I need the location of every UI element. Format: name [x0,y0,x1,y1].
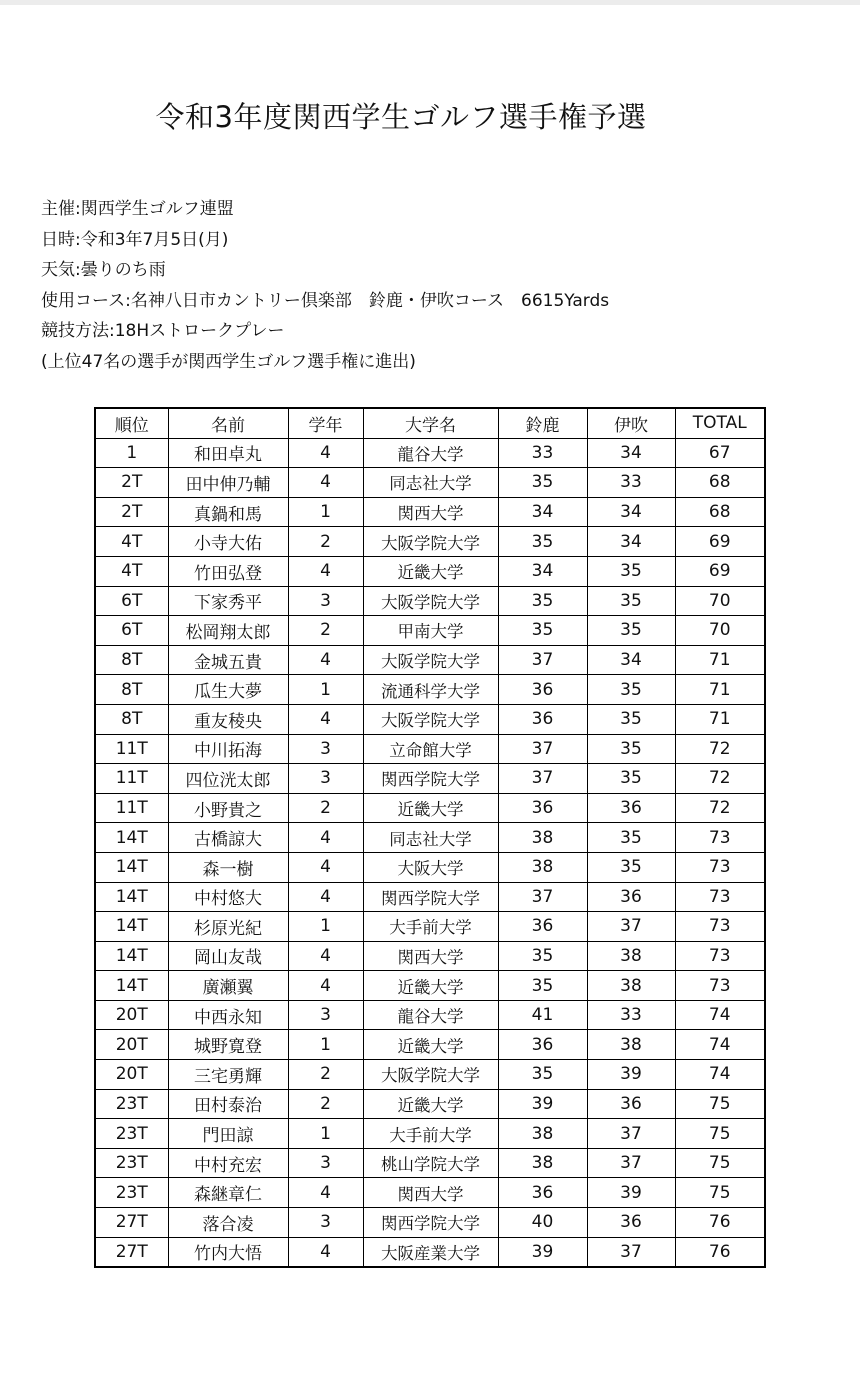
cell-total-score: 67 [675,438,765,468]
cell-total-score: 75 [675,1178,765,1208]
cell-suzuka-score: 36 [498,793,587,823]
cell-suzuka-score: 37 [498,645,587,675]
cell-grade: 2 [288,793,363,823]
cell-total-score: 68 [675,497,765,527]
cell-university: 近畿大学 [363,971,498,1001]
cell-total-score: 74 [675,1030,765,1060]
cell-ibuki-score: 36 [587,1208,675,1238]
cell-university: 甲南大学 [363,616,498,646]
table-row [95,704,765,734]
cell-grade: 1 [288,497,363,527]
cell-suzuka-score: 40 [498,1208,587,1238]
cell-total-score: 71 [675,675,765,705]
info-organizer: 主催:関西学生ゴルフ連盟 [41,199,234,219]
cell-grade: 4 [288,438,363,468]
cell-total-score: 73 [675,971,765,1001]
table-row [95,1148,765,1178]
cell-rank: 11T [95,793,168,823]
cell-ibuki-score: 35 [587,586,675,616]
cell-ibuki-score: 36 [587,793,675,823]
cell-university: 関西学院大学 [363,1208,498,1238]
cell-university: 大阪産業大学 [363,1237,498,1267]
cell-university: 大阪学院大学 [363,645,498,675]
cell-rank: 2T [95,468,168,498]
cell-suzuka-score: 39 [498,1089,587,1119]
cell-ibuki-score: 34 [587,438,675,468]
table-row [95,468,765,498]
cell-grade: 2 [288,616,363,646]
cell-name: 小野貴之 [168,793,288,823]
cell-university: 同志社大学 [363,468,498,498]
cell-name: 竹田弘登 [168,556,288,586]
cell-total-score: 72 [675,793,765,823]
table-row [95,941,765,971]
cell-ibuki-score: 34 [587,527,675,557]
cell-university: 龍谷大学 [363,438,498,468]
cell-ibuki-score: 35 [587,675,675,705]
table-row [95,1060,765,1090]
cell-suzuka-score: 39 [498,1237,587,1267]
table-row [95,793,765,823]
cell-suzuka-score: 34 [498,556,587,586]
cell-grade: 3 [288,1208,363,1238]
cell-rank: 14T [95,941,168,971]
cell-name: 和田卓丸 [168,438,288,468]
cell-grade: 2 [288,527,363,557]
cell-university: 同志社大学 [363,823,498,853]
cell-name: 重友稜央 [168,704,288,734]
cell-grade: 4 [288,882,363,912]
cell-name: 金城五貴 [168,645,288,675]
cell-grade: 1 [288,675,363,705]
cell-grade: 4 [288,1237,363,1267]
table-row [95,1119,765,1149]
cell-name: 田村泰治 [168,1089,288,1119]
cell-suzuka-score: 38 [498,1148,587,1178]
cell-rank: 1 [95,438,168,468]
table-row [95,1208,765,1238]
cell-ibuki-score: 38 [587,1030,675,1060]
cell-grade: 3 [288,734,363,764]
table-row [95,527,765,557]
cell-suzuka-score: 38 [498,823,587,853]
cell-rank: 4T [95,556,168,586]
cell-total-score: 70 [675,616,765,646]
cell-suzuka-score: 36 [498,704,587,734]
cell-grade: 2 [288,1089,363,1119]
table-row [95,1237,765,1267]
results-table [94,407,766,1268]
cell-rank: 23T [95,1119,168,1149]
cell-ibuki-score: 35 [587,734,675,764]
cell-rank: 14T [95,912,168,942]
header-rank: 順位 [95,408,168,438]
cell-rank: 14T [95,823,168,853]
cell-rank: 8T [95,645,168,675]
table-header-row [95,408,765,438]
table-row [95,823,765,853]
cell-total-score: 75 [675,1119,765,1149]
cell-suzuka-score: 36 [498,912,587,942]
cell-suzuka-score: 37 [498,764,587,794]
cell-name: 真鍋和馬 [168,497,288,527]
table-row [95,675,765,705]
cell-university: 桃山学院大学 [363,1148,498,1178]
cell-rank: 27T [95,1237,168,1267]
cell-name: 小寺大佑 [168,527,288,557]
cell-name: 森継章仁 [168,1178,288,1208]
cell-suzuka-score: 37 [498,882,587,912]
cell-total-score: 72 [675,734,765,764]
cell-university: 龍谷大学 [363,1000,498,1030]
cell-name: 四位洸太郎 [168,764,288,794]
cell-ibuki-score: 34 [587,497,675,527]
cell-university: 立命館大学 [363,734,498,764]
cell-rank: 11T [95,734,168,764]
cell-total-score: 73 [675,823,765,853]
cell-university: 近畿大学 [363,556,498,586]
header-ibuki: 伊吹 [587,408,675,438]
cell-university: 大阪学院大学 [363,586,498,616]
cell-ibuki-score: 35 [587,852,675,882]
cell-grade: 4 [288,823,363,853]
cell-rank: 14T [95,971,168,1001]
cell-suzuka-score: 34 [498,497,587,527]
info-weather: 天気:曇りのち雨 [41,260,166,280]
cell-total-score: 73 [675,882,765,912]
cell-name: 竹内大悟 [168,1237,288,1267]
cell-ibuki-score: 37 [587,1119,675,1149]
cell-name: 廣瀬翼 [168,971,288,1001]
cell-grade: 3 [288,1000,363,1030]
cell-total-score: 73 [675,912,765,942]
cell-university: 関西学院大学 [363,882,498,912]
info-date: 日時:令和3年7月5日(月) [41,229,229,250]
cell-rank: 23T [95,1148,168,1178]
cell-suzuka-score: 33 [498,438,587,468]
cell-rank: 11T [95,764,168,794]
table-row [95,1000,765,1030]
cell-suzuka-score: 35 [498,586,587,616]
cell-suzuka-score: 36 [498,675,587,705]
cell-grade: 1 [288,1030,363,1060]
event-info [41,194,609,377]
cell-grade: 1 [288,912,363,942]
table-row [95,734,765,764]
cell-suzuka-score: 41 [498,1000,587,1030]
cell-name: 落合凌 [168,1208,288,1238]
cell-total-score: 76 [675,1208,765,1238]
cell-ibuki-score: 37 [587,1148,675,1178]
cell-rank: 14T [95,882,168,912]
cell-suzuka-score: 38 [498,1119,587,1149]
table-row [95,616,765,646]
info-format: 競技方法:18Hストロークプレー [41,321,285,341]
cell-grade: 4 [288,556,363,586]
top-edge-strip [0,0,860,5]
cell-rank: 4T [95,527,168,557]
cell-university: 関西大学 [363,1178,498,1208]
cell-ibuki-score: 35 [587,704,675,734]
cell-total-score: 69 [675,527,765,557]
cell-total-score: 75 [675,1089,765,1119]
page-title: 令和3年度関西学生ゴルフ選手権予選 [155,100,647,134]
cell-suzuka-score: 35 [498,616,587,646]
header-grade: 学年 [288,408,363,438]
cell-suzuka-score: 36 [498,1030,587,1060]
cell-name: 瓜生大夢 [168,675,288,705]
cell-university: 近畿大学 [363,1030,498,1060]
table-row [95,882,765,912]
cell-suzuka-score: 38 [498,852,587,882]
cell-name: 下家秀平 [168,586,288,616]
cell-name: 杉原光紀 [168,912,288,942]
cell-ibuki-score: 35 [587,616,675,646]
info-qualification-note: (上位47名の選手が関西学生ゴルフ選手権に進出) [41,351,416,372]
table-row [95,764,765,794]
cell-rank: 6T [95,586,168,616]
table-row [95,1030,765,1060]
cell-rank: 20T [95,1060,168,1090]
cell-total-score: 68 [675,468,765,498]
cell-name: 中川拓海 [168,734,288,764]
table-row [95,971,765,1001]
cell-total-score: 74 [675,1000,765,1030]
cell-name: 田中伸乃輔 [168,468,288,498]
cell-university: 流通科学大学 [363,675,498,705]
cell-ibuki-score: 37 [587,912,675,942]
cell-name: 森一樹 [168,852,288,882]
cell-university: 近畿大学 [363,1089,498,1119]
cell-ibuki-score: 38 [587,971,675,1001]
cell-ibuki-score: 39 [587,1178,675,1208]
cell-university: 近畿大学 [363,793,498,823]
cell-grade: 1 [288,1119,363,1149]
cell-ibuki-score: 35 [587,556,675,586]
cell-total-score: 73 [675,941,765,971]
cell-ibuki-score: 36 [587,882,675,912]
cell-name: 古橋諒大 [168,823,288,853]
cell-rank: 14T [95,852,168,882]
cell-total-score: 71 [675,704,765,734]
cell-suzuka-score: 36 [498,1178,587,1208]
cell-university: 大阪大学 [363,852,498,882]
cell-grade: 3 [288,1148,363,1178]
cell-grade: 4 [288,468,363,498]
cell-total-score: 76 [675,1237,765,1267]
cell-suzuka-score: 35 [498,1060,587,1090]
cell-grade: 4 [288,1178,363,1208]
cell-university: 大手前大学 [363,1119,498,1149]
cell-total-score: 69 [675,556,765,586]
cell-university: 関西大学 [363,497,498,527]
cell-name: 中西永知 [168,1000,288,1030]
cell-ibuki-score: 36 [587,1089,675,1119]
cell-university: 関西大学 [363,941,498,971]
cell-ibuki-score: 39 [587,1060,675,1090]
cell-grade: 2 [288,1060,363,1090]
cell-ibuki-score: 35 [587,764,675,794]
table-row [95,556,765,586]
cell-rank: 27T [95,1208,168,1238]
cell-grade: 4 [288,704,363,734]
cell-university: 大阪学院大学 [363,704,498,734]
cell-university: 大阪学院大学 [363,527,498,557]
header-suzuka: 鈴鹿 [498,408,587,438]
table-row [95,586,765,616]
cell-suzuka-score: 37 [498,734,587,764]
cell-name: 岡山友哉 [168,941,288,971]
cell-name: 中村悠大 [168,882,288,912]
cell-grade: 3 [288,586,363,616]
header-total: TOTAL [675,408,765,438]
cell-grade: 3 [288,764,363,794]
table-row [95,645,765,675]
cell-rank: 6T [95,616,168,646]
cell-suzuka-score: 35 [498,971,587,1001]
cell-university: 大手前大学 [363,912,498,942]
table-row [95,438,765,468]
cell-grade: 4 [288,941,363,971]
cell-rank: 20T [95,1000,168,1030]
cell-ibuki-score: 33 [587,1000,675,1030]
cell-total-score: 74 [675,1060,765,1090]
header-university: 大学名 [363,408,498,438]
cell-name: 城野寛登 [168,1030,288,1060]
cell-grade: 4 [288,852,363,882]
table-row [95,852,765,882]
cell-suzuka-score: 35 [498,941,587,971]
cell-ibuki-score: 35 [587,823,675,853]
cell-ibuki-score: 38 [587,941,675,971]
info-course: 使用コース:名神八日市カントリー倶楽部 鈴鹿・伊吹コース 6615Yards [41,290,610,311]
cell-rank: 20T [95,1030,168,1060]
cell-ibuki-score: 33 [587,468,675,498]
cell-ibuki-score: 37 [587,1237,675,1267]
cell-name: 松岡翔太郎 [168,616,288,646]
cell-ibuki-score: 34 [587,645,675,675]
cell-name: 中村充宏 [168,1148,288,1178]
cell-rank: 8T [95,675,168,705]
cell-rank: 23T [95,1089,168,1119]
table-row [95,1089,765,1119]
cell-university: 関西学院大学 [363,764,498,794]
cell-university: 大阪学院大学 [363,1060,498,1090]
cell-total-score: 75 [675,1148,765,1178]
cell-name: 門田諒 [168,1119,288,1149]
header-name: 名前 [168,408,288,438]
cell-rank: 2T [95,497,168,527]
table-row [95,497,765,527]
cell-grade: 4 [288,971,363,1001]
table-row [95,1178,765,1208]
cell-rank: 23T [95,1178,168,1208]
cell-total-score: 70 [675,586,765,616]
cell-rank: 8T [95,704,168,734]
cell-total-score: 73 [675,852,765,882]
cell-name: 三宅勇輝 [168,1060,288,1090]
cell-suzuka-score: 35 [498,468,587,498]
cell-grade: 4 [288,645,363,675]
table-row [95,912,765,942]
cell-suzuka-score: 35 [498,527,587,557]
cell-total-score: 71 [675,645,765,675]
cell-total-score: 72 [675,764,765,794]
